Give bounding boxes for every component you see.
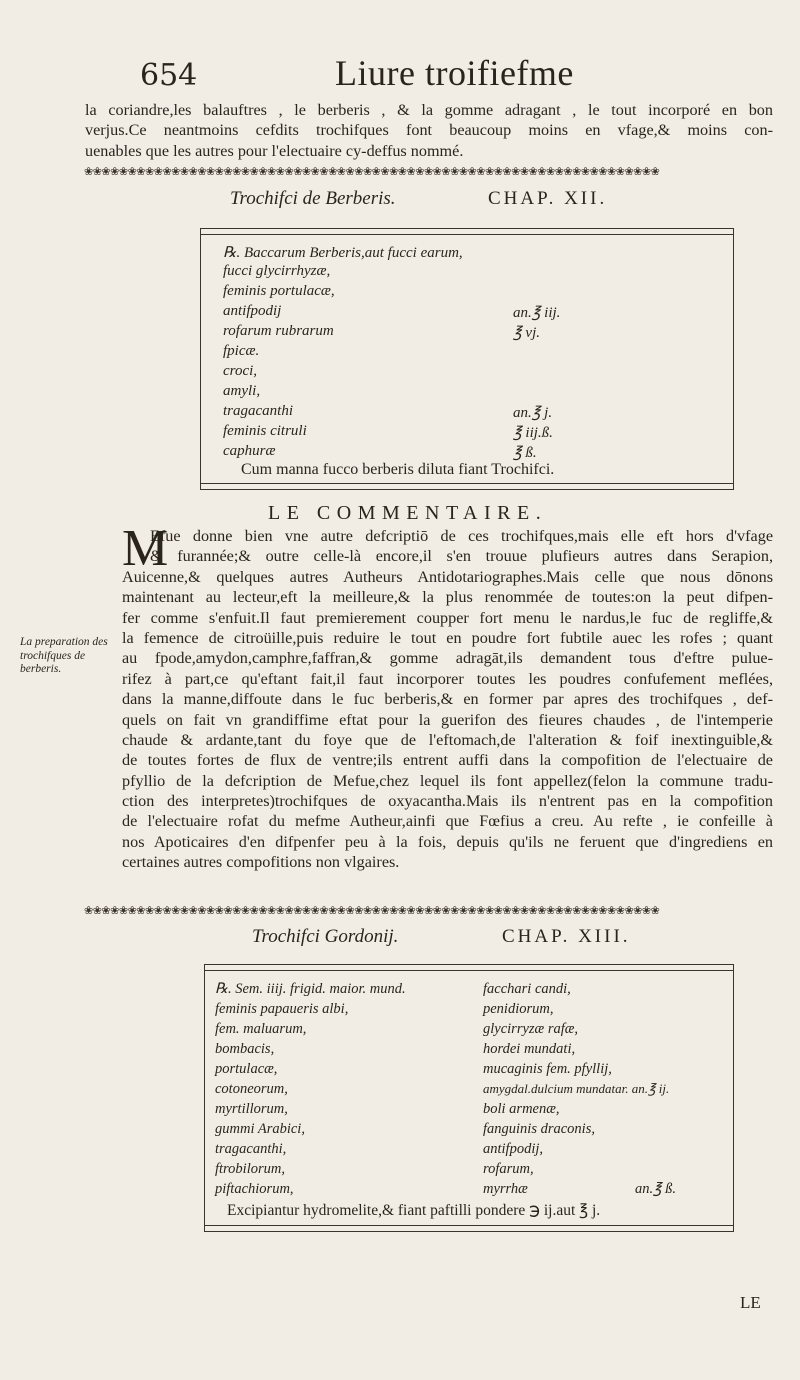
ingredient: bombacis, [215, 1041, 275, 1057]
recipe-line [223, 303, 561, 321]
recipe-line [223, 243, 463, 262]
recipe-closing: Excipiantur hydromelite,& fiant paftilli pondere ℈ ij.aut ℥ j. [227, 1202, 601, 1219]
drop-cap: M [122, 520, 169, 577]
recipe-text: caphuræ [223, 443, 276, 459]
box-rule-bottom [201, 483, 733, 484]
recipe-quantity: an.℥ iij. [513, 305, 561, 321]
commentary-line: au fpode,amydon,camphre,faffran,& gomme adragāt,ils demandent tous d'eftre pulue- [122, 649, 773, 668]
ingredient: penidiorum, [483, 1001, 554, 1017]
commentary-line: certaines autres compofitions non vlgaires. [122, 853, 400, 872]
recipe-line [223, 363, 257, 380]
recipe-quantity: ℥ vj. [513, 325, 540, 341]
commentary-line: de toutes fortes de flux de ventre;ils entrent auffi dans la compofition de l'electuaire de [122, 751, 773, 770]
recipe-line [223, 443, 537, 461]
commentary-line: la femence de citroüille,puis reduire le tout en poudre fort fubtile auec les rofes ; quant [122, 628, 773, 647]
recipe-line [223, 383, 260, 400]
box-rule-bottom [205, 1225, 733, 1226]
commentary-line: maintenant au lecteur,eft la meilleure,& la plus renommée de toutes:on la peut difpen- [122, 588, 773, 607]
ingredient [483, 1081, 669, 1097]
ingredient: fem. maluarum, [215, 1021, 307, 1037]
ingredient: rofarum, [483, 1161, 534, 1177]
recipe-text: tragacanthi [223, 403, 293, 419]
chapter-13-heading [252, 926, 792, 954]
box-rule-top [205, 970, 733, 971]
ingredient-text: amygdal.dulcium mundatar. [483, 1081, 629, 1096]
commentary-body [122, 520, 773, 873]
page-header [140, 53, 700, 98]
recipe-line [223, 283, 335, 300]
recipe-box-gordonij [204, 964, 734, 1232]
ingredient: glycirryzæ rafæ, [483, 1021, 579, 1037]
ingredient: hordei mundati, [483, 1041, 576, 1057]
commentary-line: quels on fait vn grandiffime eftat pour la guerifon des fieures chaudes , de l'intemperie [122, 710, 773, 729]
commentary-line: Efue donne bien vne autre defcriptiō de ces trochifques,mais elle eft hors d'vfage [150, 527, 773, 545]
page-number: 654 [140, 58, 198, 93]
ingredient: cotoneorum, [215, 1081, 288, 1097]
intro-line: la coriandre,les balauftres , le berberis , & la gomme adragant , le tout incorporé en bon [85, 101, 773, 119]
recipe-text: antifpodij [223, 303, 282, 319]
recipe-line [223, 403, 553, 421]
intro-line: uenables que les autres pour l'electuaire cy-deffus nommé. [85, 141, 464, 160]
ingredient: tragacanthi, [215, 1141, 287, 1157]
ingredient: myrtillorum, [215, 1101, 288, 1117]
ingredient: facchari candi, [483, 981, 571, 997]
commentary-line: chaude & ardante,tant du foye que de l'eftomach,de l'alteration & foif inextinguible,& [122, 730, 773, 749]
recipe-text: amyli, [223, 383, 261, 399]
ingredient: gummi Arabici, [215, 1121, 305, 1137]
recipe-box-berberis [200, 228, 734, 490]
commentary-line: Auicenne,& quelques autres Autheurs Antidotariographes.Mais celle que nous dōnons [122, 567, 773, 586]
ingredient-quantity: an.℥ ij. [631, 1081, 670, 1096]
ingredient: portulacæ, [215, 1061, 278, 1077]
recipe-text: fpicæ. [223, 343, 260, 359]
ornament-band: ❀❀❀❀❀❀❀❀❀❀❀❀❀❀❀❀❀❀❀❀❀❀❀❀❀❀❀❀❀❀❀❀❀❀❀❀❀❀❀❀❀❀❀❀❀❀❀❀❀❀❀❀❀❀❀❀❀❀❀❀❀❀❀❀❀❀ [84, 904, 660, 917]
chapter-12-number: CHAP. XII. [488, 188, 608, 209]
ingredient [483, 1181, 677, 1198]
commentary-line: rifez à part,ce qu'eftant fait,il faut incorporer toutes les poudres confufement meflées, [122, 669, 773, 688]
catchword: LE [740, 1293, 761, 1312]
ornament-band: ❀❀❀❀❀❀❀❀❀❀❀❀❀❀❀❀❀❀❀❀❀❀❀❀❀❀❀❀❀❀❀❀❀❀❀❀❀❀❀❀❀❀❀❀❀❀❀❀❀❀❀❀❀❀❀❀❀❀❀❀❀❀❀❀❀❀ [84, 165, 660, 178]
commentary-title: LE COMMENTAIRE. [268, 502, 548, 524]
ingredient: antifpodij, [483, 1141, 544, 1157]
chapter-13-title: Trochifci Gordonij. [252, 926, 399, 947]
recipe-text: croci, [223, 363, 258, 379]
ingredient-quantity: an.℥ ß. [635, 1181, 677, 1197]
recipe-closing: Cum manna fucco berberis diluta fiant Trochifci. [241, 461, 555, 478]
ingredient-text: myrrhæ [483, 1181, 528, 1197]
commentary-line: dans la manne,diffoute dans le fuc berberis,& en former par apres des trochifques , def- [122, 690, 773, 709]
recipe-quantity: an.℥ j. [513, 405, 553, 421]
recipe-quantity: ℥ ß. [513, 445, 537, 461]
ingredient: piftachiorum, [215, 1181, 294, 1197]
recipe-line [223, 423, 553, 441]
recipe-text: ℞. Baccarum Berberis,aut fucci earum, [223, 245, 463, 261]
commentary-line: de l'electuaire rofat du mefme Autheur,ainfi que Fœfius a creu. Au refte , ie confeille à [122, 812, 773, 831]
recipe-line [223, 343, 259, 360]
ingredient: ftrobilorum, [215, 1161, 285, 1177]
commentary-line: fer comme s'enfuit.Il faut premierement coupper fort menu le nardus,le fuc de regliffe,& [122, 608, 773, 627]
recipe-text: rofarum rubrarum [223, 323, 334, 339]
intro-paragraph [85, 100, 773, 161]
recipe-text: fucci glycirrhyzæ, [223, 263, 331, 279]
recipe-quantity: ℥ iij.ß. [513, 425, 553, 441]
intro-line: verjus.Ce neantmoins cefdits trochifques font beaucoup moins en vfage,& moins con- [85, 121, 773, 140]
recipe-line [223, 323, 540, 341]
ingredient: boli armenæ, [483, 1101, 560, 1117]
box-rule-top [201, 234, 733, 235]
chapter-12-title: Trochifci de Berberis. [230, 188, 396, 209]
commentary-line: ction des interpretes)trochifques de oxyacantha.Mais ils n'entrent pas en la compofition [122, 792, 773, 811]
commentary-line: & furannée;& outre celle-là encore,il s'en trouue plufieurs autres dans Serapion, [150, 547, 773, 566]
commentary-line: pfyllio de la defcription de Mefue,chez lequel ils font appellez(felon la commune tradu- [122, 771, 773, 790]
running-title: Liure troifiefme [335, 53, 574, 93]
ingredient: ℞. Sem. iiij. frigid. maior. mund. [215, 981, 406, 997]
commentary-line: nos Apoticaires d'en difpenfer peu à la fois, depuis qu'ils ne feruent que d'ingrediens en [122, 832, 773, 851]
recipe-text: feminis portulacæ, [223, 283, 335, 299]
ingredient: feminis papaueris albi, [215, 1001, 349, 1017]
ingredient: fanguinis draconis, [483, 1121, 595, 1137]
recipe-line [223, 263, 330, 280]
ingredient: mucaginis fem. pfyllij, [483, 1061, 612, 1077]
marginal-note: La preparation des trochifques de berberis. [20, 636, 108, 675]
chapter-13-number: CHAP. XIII. [502, 926, 631, 947]
chapter-12-heading [230, 188, 770, 216]
recipe-text: feminis citruli [223, 423, 307, 439]
